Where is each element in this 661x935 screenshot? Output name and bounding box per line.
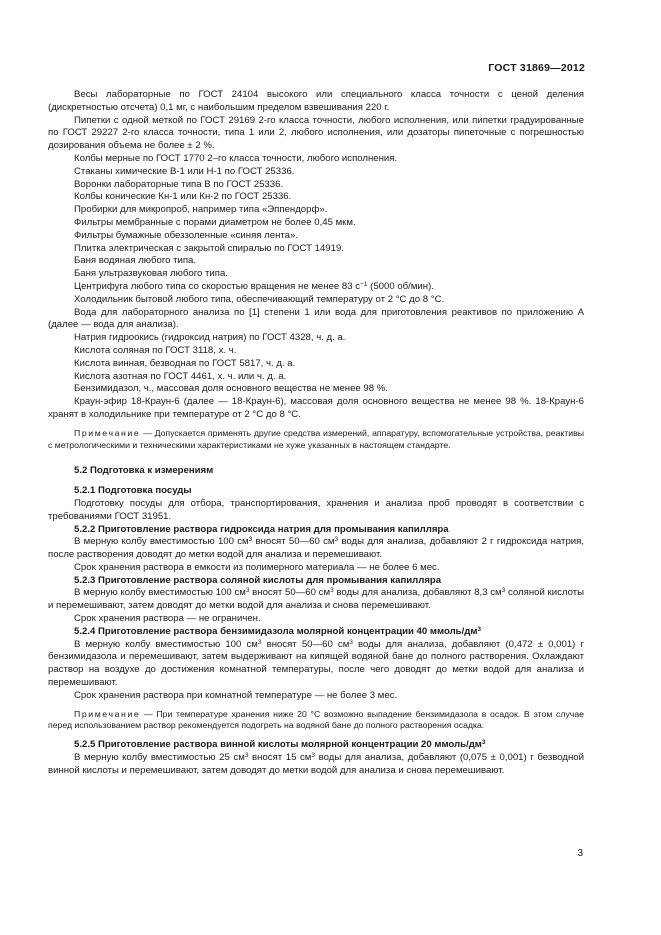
title-text: 5.2.4 Приготовление раствора бензимидазола молярной концентрации 40 ммоль/дм xyxy=(74,625,478,637)
subsection-5-2-3-title: 5.2.3 Приготовление раствора соляной кислоты для промывания капилляра xyxy=(74,574,442,586)
subsection-5-2-2-text xyxy=(48,536,584,562)
centrifuge-item xyxy=(48,281,584,294)
subsection-5-2-3-storage: Срок хранения раствора — не ограничен. xyxy=(74,613,261,625)
equipment-item: Пипетки с одной меткой по ГОСТ 29169 2-го класса точности, любого исполнения, или пипетки градуированные по ГОСТ 29227 2-го класса точности, типа 1 или 2, любого исполнения, или дозаторы пипеточные с погрешностью дозирования объема не более ± 2 %. xyxy=(48,114,584,152)
superscript: 3 xyxy=(245,587,250,595)
reagent-item: Кислота соляная по ГОСТ 3118, х. ч. xyxy=(74,344,237,356)
superscript: 3 xyxy=(244,752,249,760)
subsection-5-2-4-storage: Срок хранения раствора при комнатной температуре — не более 3 мес. xyxy=(74,689,398,701)
reagent-item: Натрия гидроокись (гидроксид натрия) по ГОСТ 4328, ч. д. а. xyxy=(74,332,346,344)
centrifuge-speed: (5000 об/мин). xyxy=(367,280,434,292)
superscript: 3 xyxy=(501,587,506,595)
note-label: Примечание xyxy=(74,708,141,719)
reagent-item: Бензимидазол, ч., массовая доля основного вещества не менее 98 %. xyxy=(74,383,388,395)
note-benzimidazole xyxy=(48,709,584,733)
note-equipment xyxy=(48,428,584,452)
text-run: соляной кислоты и перемешивают, затем доводят до метки водой для анализа и снова перемешивают. xyxy=(48,587,585,612)
note-text: — Допускается применять другие средства измерений, аппаратуру, вспомогательные устройства, реактивы с метрологическими и техническими характеристиками не хуже указанных в настоящем стандарте. xyxy=(48,427,584,450)
equipment-item: Колбы конические Кн-1 или Кн-2 по ГОСТ 25336. xyxy=(74,191,292,203)
centrifuge-exponent: −1 xyxy=(360,280,368,288)
superscript: 3 xyxy=(248,536,253,544)
text-run: воды для анализа, добавляют (0,472 ± 0,001) г бензимидазола и перемешивают, затем выдерживают на кипящей водяной бане до полного растворения. Охлаждают раствор на воздухе до достижения комнатной температуры, после чего доводят до метки водой для анализа и перемешивают. xyxy=(48,638,584,689)
subsection-5-2-5-title xyxy=(48,739,584,752)
equipment-item: Фильтры мембранные с порами диаметром не более 0,45 мкм. xyxy=(74,216,356,228)
text-run: вносят 50—60 см xyxy=(252,536,335,548)
text-run: воды для анализа, добавляют 8,3 см xyxy=(333,587,502,599)
subsection-5-2-4-text xyxy=(48,639,584,690)
text-run: В мерную колбу вместимостью 100 см xyxy=(74,638,258,650)
equipment-item: Плитка электрическая с закрытой спиралью по ГОСТ 14919. xyxy=(74,242,344,254)
subsection-5-2-5-text xyxy=(48,752,584,778)
equipment-item: Баня ультразвуковая любого типа. xyxy=(74,268,228,280)
text-run: В мерную колбу вместимостью 100 см xyxy=(74,587,246,599)
superscript: 3 xyxy=(334,536,339,544)
equipment-item: Воронки лабораторные типа В по ГОСТ 25336. xyxy=(74,178,284,190)
subsection-5-2-2-title: 5.2.2 Приготовление раствора гидроксида натрия для промывания капилляра xyxy=(74,523,449,535)
equipment-item: Стаканы химические В-1 или Н-1 по ГОСТ 25336. xyxy=(74,165,295,177)
document-body xyxy=(48,89,584,778)
reagent-item: Кислота азотная по ГОСТ 4461, х. ч. или ч. д. а. xyxy=(74,370,287,382)
reagent-item: Краун-эфир 18-Краун-6 (далее — 18-Краун-6), массовая доля основного вещества не менее 98 %. 18-Краун-6 хранят в холодильнике при температуре от 2 °С до 8 °С. xyxy=(48,396,584,420)
equipment-item: Весы лабораторные по ГОСТ 24104 высокого или специального класса точности с ценой деления (дискретностью отсчета) 0,1 мг, с наибольшим пределом взвешивания 220 г. xyxy=(48,89,584,113)
text-run: В мерную колбу вместимостью 25 см xyxy=(74,752,245,764)
title-text: 5.2.5 Приготовление раствора винной кислоты молярной концентрации 20 ммоль/дм xyxy=(74,739,482,751)
reagent-item: Кислота винная, безводная по ГОСТ 5817, ч. д. а. xyxy=(74,357,296,369)
reagent-item: Вода для лабораторного анализа по [1] степени 1 или вода для приготовления реактивов по приложению А (далее — вода для анализа). xyxy=(48,306,584,331)
superscript: 3 xyxy=(477,625,482,633)
superscript: 3 xyxy=(330,587,334,595)
text-run: вносят 50—60 см xyxy=(261,638,350,650)
note-label: Примечание xyxy=(74,427,141,438)
subsection-5-2-3-text xyxy=(48,587,584,613)
text-run: В мерную колбу вместимостью 100 см xyxy=(74,536,249,548)
section-5-2-title: 5.2 Подготовка к измерениям xyxy=(74,465,214,477)
text-run: воды для анализа, добавляют 2 г гидроксида натрия, после растворения доводят до метки водой для анализа и перемешивают. xyxy=(48,536,584,561)
text-run: воды для анализа, добавляют (0,075 ± 0,001) г безводной винной кислоты и перемешивают, затем доводят до метки водой для анализа и снова перемешивают. xyxy=(48,752,584,776)
subsection-5-2-2-storage: Срок хранения раствора в емкости из полимерного материала — не более 6 мес. xyxy=(74,561,440,573)
page-number: 3 xyxy=(577,848,583,859)
superscript: 3 xyxy=(349,638,353,646)
subsection-5-2-1-title: 5.2.1 Подготовка посуды xyxy=(74,485,192,497)
equipment-item: Пробирки для микропроб, например типа «Эппендорф». xyxy=(74,204,328,216)
text-run: вносят 50—60 см xyxy=(249,587,331,599)
subsection-5-2-4-title xyxy=(48,626,584,639)
centrifuge-text: Центрифуга любого типа со скоростью вращения не менее 83 с xyxy=(74,280,361,292)
equipment-item: Баня водяная любого типа. xyxy=(74,255,197,267)
subsection-5-2-1-text: Подготовку посуды для отбора, транспортирования, хранения и анализа проб проводят в соответствии с требованиями ГОСТ 31951. xyxy=(48,497,584,522)
superscript: 3 xyxy=(311,752,316,760)
equipment-item: Колбы мерные по ГОСТ 1770 2–го класса точности, любого исполнения. xyxy=(74,152,398,164)
text-run: вносят 15 см xyxy=(248,752,312,764)
note-text: — При температуре хранения ниже 20 °С возможно выпадение бензимидазола в осадок. В этом случае перед использованием раствор рекомендуется подогреть на водяной бане до полного растворения осадка. xyxy=(48,708,584,731)
equipment-item: Фильтры бумажные обеззоленные «синяя лента». xyxy=(74,229,298,241)
superscript: 3 xyxy=(481,739,486,747)
reagent-item: Холодильник бытовой любого типа, обеспечивающий температуру от 2 °С до 8 °С. xyxy=(74,293,445,305)
standard-header: ГОСТ 31869—2012 xyxy=(488,62,585,74)
superscript: 3 xyxy=(257,638,262,646)
